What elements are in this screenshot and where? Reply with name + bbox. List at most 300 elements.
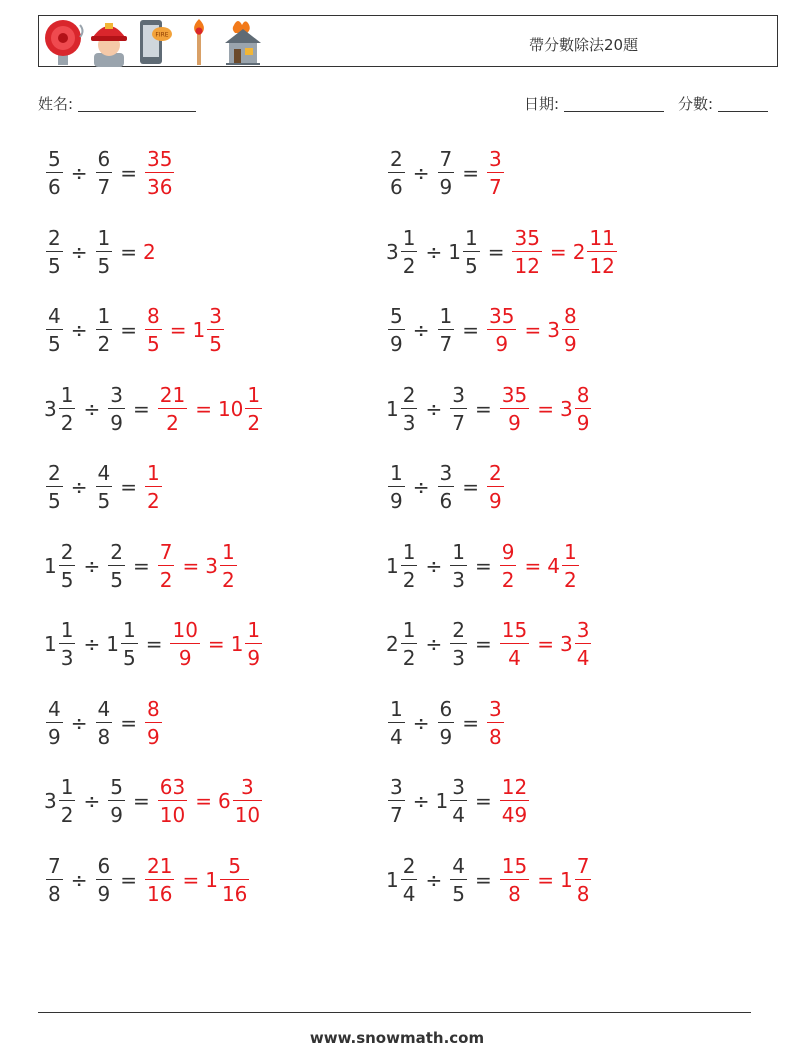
equals-sign: = [537, 396, 554, 421]
mixed-number [156, 382, 189, 435]
fraction [450, 539, 467, 592]
numerator: 15 [501, 853, 528, 878]
denominator: 3 [450, 565, 467, 590]
numerator: 1 [390, 696, 403, 721]
problem-row [44, 612, 264, 676]
fraction [500, 620, 529, 668]
denominator: 8 [575, 879, 592, 904]
equals-sign: = [474, 632, 492, 656]
numerator: 1 [402, 539, 416, 564]
fraction [96, 696, 113, 749]
fraction [108, 382, 125, 435]
numerator: 1 [402, 618, 416, 642]
mixed-number [106, 382, 127, 435]
mixed-number [485, 463, 506, 511]
problem-row [386, 455, 506, 519]
answer [143, 149, 176, 197]
numerator: 9 [501, 539, 515, 564]
denominator: 4 [401, 879, 418, 904]
fraction [207, 306, 224, 354]
whole-part: 6 [217, 789, 231, 813]
equals-sign: = [169, 318, 187, 342]
divide-sign: ÷ [70, 318, 88, 342]
mixed-number [436, 149, 457, 197]
fraction [245, 382, 262, 435]
denominator: 5 [96, 486, 113, 511]
numerator: 1 [439, 304, 453, 328]
denominator: 4 [575, 643, 592, 668]
mixed-number [44, 306, 65, 354]
numerator: 1 [402, 225, 416, 250]
fraction [59, 539, 76, 592]
fraction [59, 382, 76, 435]
denominator: 8 [500, 879, 529, 904]
equals-sign: = [462, 161, 479, 185]
numerator: 3 [576, 618, 590, 642]
mixed-number [44, 696, 65, 749]
equals-sign: = [195, 789, 212, 813]
mixed-number [94, 463, 115, 511]
numerator: 2 [110, 539, 123, 564]
numerator: 4 [452, 853, 465, 878]
numerator: 3 [439, 461, 453, 485]
equals-sign: = [120, 239, 137, 264]
mixed-number [193, 306, 226, 354]
mixed-number [436, 463, 457, 511]
numerator: 4 [48, 696, 61, 721]
numerator: 35 [489, 304, 515, 328]
problem-row [386, 377, 593, 441]
fraction [500, 777, 529, 825]
equals-sign: = [132, 553, 150, 578]
numerator: 2 [48, 225, 61, 250]
whole-part: 3 [205, 553, 218, 578]
mixed-number [143, 240, 156, 264]
fraction [562, 539, 579, 592]
numerator: 3 [390, 775, 403, 799]
problem-row [386, 141, 506, 205]
divide-sign: ÷ [425, 239, 443, 264]
fraction [587, 225, 616, 278]
equals-sign: = [462, 318, 479, 342]
fraction [450, 777, 467, 825]
mixed-number [559, 382, 593, 435]
mixed-number [106, 539, 127, 592]
mixed-number [94, 149, 115, 197]
divide-sign: ÷ [70, 710, 88, 735]
whole-part: 3 [386, 239, 399, 264]
answer [143, 306, 226, 354]
score-label: 分數: [678, 95, 714, 113]
problem-row [44, 769, 264, 833]
fraction [463, 225, 480, 278]
fraction [245, 620, 262, 668]
mixed-number [44, 620, 77, 668]
whole-part: 3 [559, 396, 573, 421]
denominator: 7 [96, 172, 113, 197]
equals-sign: = [524, 318, 542, 342]
answer [510, 225, 618, 278]
fraction [512, 225, 541, 278]
numerator: 21 [159, 382, 186, 407]
fraction [450, 620, 467, 668]
fraction [46, 463, 63, 511]
numerator: 4 [48, 304, 61, 328]
mixed-number [94, 306, 115, 354]
divide-sign: ÷ [83, 396, 101, 421]
answer [485, 306, 581, 354]
fraction [438, 463, 455, 511]
problem-row [386, 612, 593, 676]
name-label: 姓名: [38, 95, 74, 113]
numerator: 2 [402, 853, 416, 878]
whole-part: 1 [386, 396, 399, 421]
mixed-number [386, 306, 407, 354]
mixed-number [94, 696, 115, 749]
numerator: 1 [147, 461, 160, 485]
divide-sign: ÷ [70, 239, 88, 264]
denominator: 9 [108, 800, 125, 825]
numerator: 7 [439, 147, 453, 171]
fraction [46, 853, 63, 906]
fraction [158, 382, 187, 435]
denominator: 9 [562, 329, 579, 354]
numerator: 1 [60, 775, 74, 799]
denominator: 4 [500, 643, 529, 668]
denominator: 5 [108, 565, 125, 590]
denominator: 3 [450, 643, 467, 668]
fraction [108, 777, 125, 825]
answer [156, 777, 264, 825]
whole-part: 3 [44, 789, 57, 813]
mixed-number [44, 539, 77, 592]
equals-sign: = [132, 789, 150, 813]
answer [156, 382, 264, 435]
mixed-number [143, 149, 176, 197]
mixed-number [448, 382, 469, 435]
numerator: 35 [147, 147, 173, 171]
mixed-number [44, 777, 77, 825]
equals-sign: = [537, 632, 554, 656]
equals-sign: = [120, 867, 137, 892]
numerator: 1 [464, 225, 478, 250]
equals-sign: = [207, 632, 225, 656]
mixed-number [560, 620, 593, 668]
answer [485, 463, 506, 511]
fraction [388, 696, 405, 749]
mixed-number [143, 306, 164, 354]
fraction [487, 463, 504, 511]
numerator: 1 [390, 461, 403, 485]
equals-sign: = [182, 867, 200, 892]
fraction [220, 539, 237, 592]
mixed-number [386, 463, 407, 511]
problem-row [44, 298, 226, 362]
denominator: 16 [220, 879, 249, 904]
mixed-number [386, 149, 407, 197]
equals-sign: = [462, 710, 479, 735]
svg-text:FIRE: FIRE [155, 31, 169, 39]
mixed-number [448, 539, 469, 592]
denominator: 3 [59, 643, 76, 668]
denominator: 9 [170, 643, 199, 668]
denominator: 9 [108, 408, 125, 433]
numerator: 2 [60, 539, 74, 564]
problem-row [386, 220, 619, 284]
numerator: 7 [159, 539, 173, 564]
mixed-number [143, 853, 176, 906]
mixed-number [498, 777, 531, 825]
denominator: 2 [158, 408, 187, 433]
whole-part: 4 [547, 553, 560, 578]
denominator: 9 [438, 172, 455, 197]
denominator: 2 [96, 329, 113, 354]
divide-sign: ÷ [425, 632, 443, 656]
denominator: 3 [401, 408, 418, 433]
numerator: 35 [514, 225, 540, 250]
answer [143, 463, 164, 511]
denominator: 8 [96, 722, 113, 747]
numerator: 4 [97, 696, 111, 721]
fraction [562, 306, 579, 354]
numerator: 1 [247, 382, 261, 407]
fraction [96, 149, 113, 197]
mixed-number [386, 539, 419, 592]
fraction [450, 853, 467, 906]
denominator: 9 [245, 643, 262, 668]
numerator: 35 [501, 382, 528, 407]
numerator: 63 [159, 775, 186, 799]
equals-sign: = [195, 396, 212, 421]
mixed-number [448, 853, 469, 906]
fraction [388, 463, 405, 511]
mixed-number [143, 463, 164, 511]
whole-part: 3 [44, 396, 57, 421]
denominator: 5 [463, 251, 480, 276]
numerator: 1 [60, 618, 74, 642]
numerator: 6 [97, 853, 111, 878]
fraction [401, 620, 418, 668]
fraction [121, 620, 138, 668]
fraction [401, 225, 418, 278]
numerator: 8 [147, 696, 160, 721]
denominator: 5 [450, 879, 467, 904]
mixed-number [572, 225, 619, 278]
numerator: 1 [452, 539, 465, 564]
mixed-number [44, 225, 65, 278]
equals-sign: = [145, 632, 163, 656]
equals-sign: = [474, 789, 492, 813]
mixed-number [386, 620, 419, 668]
equals-sign: = [474, 867, 492, 892]
footer-url: www.snowmath.com [309, 1029, 485, 1047]
whole-part: 2 [143, 239, 156, 264]
denominator: 6 [438, 486, 455, 511]
denominator: 5 [145, 329, 162, 354]
fraction [59, 620, 76, 668]
numerator: 8 [563, 304, 577, 328]
answer [498, 382, 594, 435]
answer [485, 149, 506, 197]
problem-row [44, 141, 176, 205]
numerator: 4 [97, 461, 111, 485]
numerator: 8 [147, 304, 160, 328]
problem-row [386, 298, 581, 362]
numerator: 1 [97, 225, 111, 250]
fraction [438, 306, 455, 354]
numerator: 3 [110, 382, 123, 407]
fraction [220, 853, 249, 906]
problem-row [386, 691, 506, 755]
problem-row [386, 769, 531, 833]
numerator: 2 [48, 461, 61, 485]
divide-sign: ÷ [83, 553, 101, 578]
numerator: 1 [563, 539, 577, 564]
mixed-number [44, 382, 77, 435]
fraction [487, 149, 504, 197]
mixed-number [498, 382, 531, 435]
whole-part: 1 [106, 632, 119, 656]
equals-sign: = [462, 475, 479, 499]
fraction [500, 382, 529, 435]
denominator: 9 [46, 722, 63, 747]
denominator: 2 [562, 565, 579, 590]
fraction [500, 539, 517, 592]
divide-sign: ÷ [412, 161, 430, 185]
mixed-number [386, 225, 419, 278]
mixed-number [205, 539, 238, 592]
numerator: 21 [147, 853, 173, 878]
answer [498, 620, 594, 668]
mixed-number [436, 306, 457, 354]
fraction [401, 539, 418, 592]
fraction [388, 149, 405, 197]
equals-sign: = [474, 553, 492, 578]
answer [143, 240, 156, 264]
fraction [158, 539, 175, 592]
equals-sign: = [474, 396, 492, 421]
numerator: 11 [589, 225, 615, 250]
mixed-number [436, 777, 469, 825]
denominator: 7 [388, 800, 405, 825]
mixed-number [386, 853, 419, 906]
answer [143, 696, 164, 749]
denominator: 10 [158, 800, 187, 825]
equals-sign: = [132, 396, 150, 421]
denominator: 2 [401, 643, 418, 668]
whole-part: 1 [44, 553, 57, 578]
whole-part: 10 [217, 396, 244, 421]
mixed-number [156, 539, 177, 592]
mixed-number [386, 382, 419, 435]
fraction [233, 777, 262, 825]
equals-sign: = [537, 867, 554, 892]
mixed-number [44, 463, 65, 511]
denominator: 9 [500, 408, 529, 433]
whole-part: 1 [192, 318, 206, 342]
whole-part: 1 [559, 867, 573, 892]
numerator: 6 [439, 696, 453, 721]
denominator: 7 [450, 408, 467, 433]
fraction [96, 463, 113, 511]
equals-sign: = [549, 239, 567, 264]
mixed-number [205, 853, 251, 906]
answer [143, 853, 251, 906]
denominator: 12 [512, 251, 541, 276]
whole-part: 1 [386, 553, 399, 578]
numerator: 7 [48, 853, 61, 878]
denominator: 8 [46, 879, 63, 904]
denominator: 9 [487, 486, 504, 511]
fraction [450, 382, 467, 435]
mixed-number [436, 696, 457, 749]
mixed-number [106, 777, 127, 825]
denominator: 8 [487, 722, 504, 747]
denominator: 7 [487, 172, 504, 197]
fraction [170, 620, 199, 668]
equals-sign: = [487, 239, 505, 264]
footer-divider [38, 1012, 751, 1013]
mixed-number [218, 777, 264, 825]
divide-sign: ÷ [425, 553, 443, 578]
numerator: 7 [576, 853, 590, 878]
fraction [145, 853, 174, 906]
fraction [46, 149, 63, 197]
denominator: 2 [158, 565, 175, 590]
fraction [487, 696, 504, 749]
fraction [59, 777, 76, 825]
fraction [145, 696, 162, 749]
numerator: 5 [228, 853, 242, 878]
answer [498, 777, 531, 825]
numerator: 2 [390, 147, 403, 171]
numerator: 3 [489, 696, 502, 721]
numerator: 3 [241, 775, 254, 799]
mixed-number [448, 620, 469, 668]
numerator: 5 [390, 304, 403, 328]
whole-part: 3 [547, 318, 560, 342]
fraction [108, 539, 125, 592]
divide-sign: ÷ [83, 789, 101, 813]
numerator: 1 [97, 304, 111, 328]
numerator: 1 [221, 539, 235, 564]
equals-sign: = [120, 710, 137, 735]
numerator: 1 [247, 618, 261, 642]
fraction [145, 149, 174, 197]
problem-row [44, 691, 164, 755]
denominator: 2 [500, 565, 517, 590]
fraction [500, 853, 529, 906]
numerator: 5 [110, 775, 123, 799]
fraction [575, 620, 592, 668]
problem-row [386, 848, 593, 912]
fraction [388, 306, 405, 354]
problem-row [44, 455, 164, 519]
whole-part: 2 [386, 632, 399, 656]
whole-part: 1 [205, 867, 218, 892]
numerator: 12 [501, 775, 528, 799]
denominator: 2 [401, 251, 418, 276]
problem-row [44, 220, 156, 284]
denominator: 9 [438, 722, 455, 747]
fraction [401, 853, 418, 906]
mixed-number [559, 853, 593, 906]
fraction [438, 696, 455, 749]
mixed-number [485, 149, 506, 197]
denominator: 36 [145, 172, 174, 197]
denominator: 5 [46, 486, 63, 511]
denominator: 4 [450, 800, 467, 825]
